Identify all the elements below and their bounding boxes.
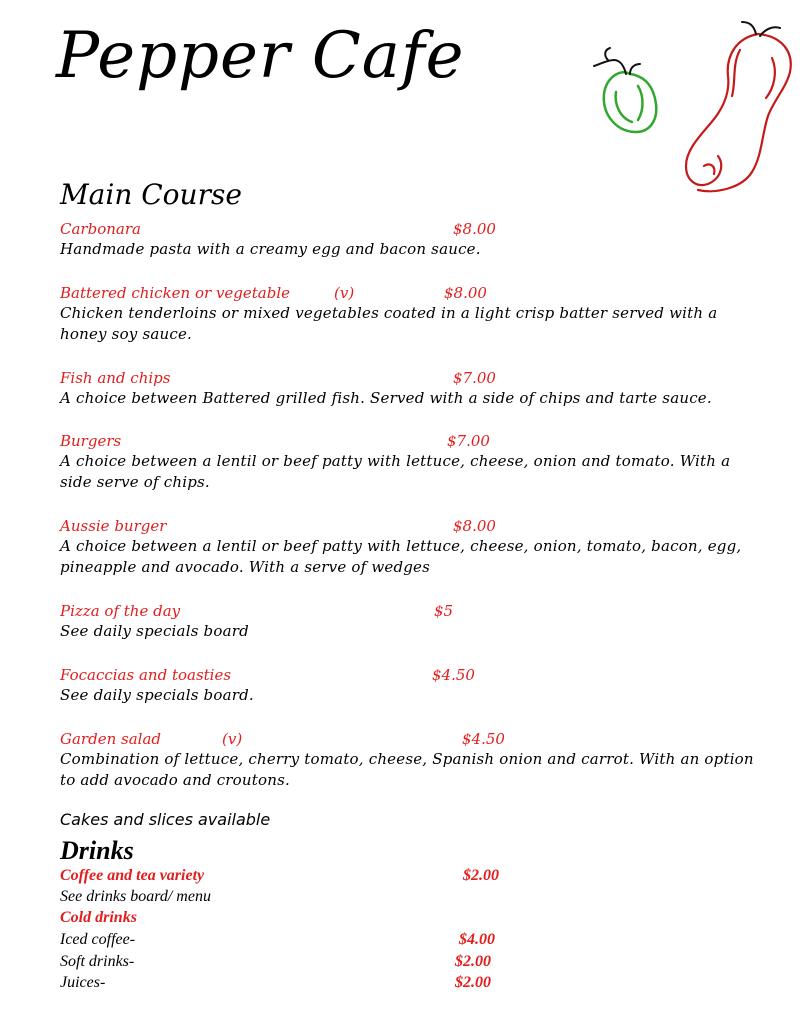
item-name: Fish and chips bbox=[60, 369, 171, 387]
main-course-title: Main Course bbox=[60, 178, 242, 211]
menu-item bbox=[60, 665, 780, 706]
menu-item bbox=[60, 431, 780, 493]
drink-price: $2.00 bbox=[455, 953, 491, 970]
item-price: $8.00 bbox=[444, 284, 487, 302]
item-price: $4.50 bbox=[432, 666, 475, 684]
item-description: A choice between a lentil or beef patty with lettuce, cheese, onion and tomato. With a side serve of chips. bbox=[60, 452, 731, 491]
item-name: Carbonara bbox=[60, 220, 141, 238]
drink-note: See drinks board/ menu bbox=[60, 888, 211, 905]
item-price: $8.00 bbox=[453, 220, 496, 238]
item-price: $5 bbox=[434, 602, 454, 620]
vegetarian-tag: (v) bbox=[222, 730, 243, 748]
menu-item bbox=[60, 219, 780, 260]
item-name: Garden salad bbox=[60, 730, 161, 748]
item-price: $7.00 bbox=[447, 432, 490, 450]
drink-name: Coffee and tea variety bbox=[60, 867, 205, 884]
drink-name: Iced coffee- bbox=[60, 931, 136, 948]
item-price: $4.50 bbox=[462, 730, 505, 748]
item-description: Chicken tenderloins or mixed vegetables coated in a light crisp batter served with a honey soy sauce. bbox=[60, 304, 718, 343]
drink-price: $2.00 bbox=[455, 974, 491, 991]
item-description: See daily specials board bbox=[60, 622, 249, 640]
item-description: See daily specials board. bbox=[60, 686, 254, 704]
item-description: Handmade pasta with a creamy egg and bacon sauce. bbox=[60, 240, 481, 258]
drink-price: $4.00 bbox=[459, 931, 495, 948]
item-description: Combination of lettuce, cherry tomato, cheese, Spanish onion and carrot. With an option to add avocado and croutons. bbox=[60, 750, 754, 789]
drink-price: $2.00 bbox=[463, 867, 499, 884]
item-name: Burgers bbox=[60, 432, 122, 450]
item-name: Aussie burger bbox=[60, 517, 167, 535]
vegetarian-tag: (v) bbox=[334, 284, 355, 302]
menu-item bbox=[60, 516, 780, 578]
item-description: A choice between Battered grilled fish. Served with a side of chips and tarte sauce. bbox=[60, 389, 712, 407]
item-price: $8.00 bbox=[453, 517, 496, 535]
menu-item bbox=[60, 368, 780, 409]
drinks-title: Drinks bbox=[60, 836, 134, 865]
cakes-note: Cakes and slices available bbox=[60, 810, 271, 829]
menu-item bbox=[60, 283, 780, 345]
item-name: Focaccias and toasties bbox=[60, 666, 232, 684]
drink-name: Juices- bbox=[60, 974, 106, 991]
item-name: Pizza of the day bbox=[60, 602, 181, 620]
item-price: $7.00 bbox=[453, 369, 496, 387]
page-title: Pepper Cafe bbox=[56, 19, 465, 93]
menu-item bbox=[60, 729, 780, 791]
item-description: A choice between a lentil or beef patty with lettuce, cheese, onion, tomato, bacon, egg, pineapple and avocado. With a serve of wedges bbox=[60, 537, 742, 576]
pepper-icon bbox=[586, 16, 812, 204]
item-name: Battered chicken or vegetable bbox=[60, 284, 291, 302]
cold-drinks-heading: Cold drinks bbox=[60, 909, 137, 926]
menu-item bbox=[60, 601, 780, 642]
drink-name: Soft drinks- bbox=[60, 953, 135, 970]
